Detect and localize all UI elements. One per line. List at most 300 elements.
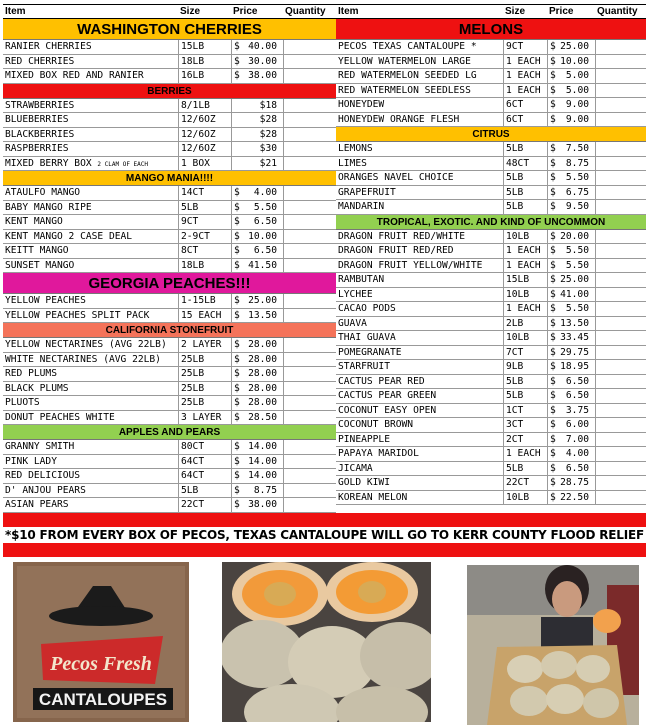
quantity-cell[interactable]	[283, 367, 336, 381]
item-text: MANDARIN	[338, 201, 385, 212]
quantity-cell[interactable]	[595, 142, 646, 156]
item-price	[231, 55, 283, 69]
quantity-cell[interactable]	[595, 244, 646, 258]
item-text: GRAPEFRUIT	[338, 186, 396, 198]
price-value: 10.00	[560, 55, 589, 67]
price-row	[3, 498, 336, 513]
currency-symbol: $	[550, 433, 556, 445]
item-price	[231, 440, 283, 454]
item-price	[231, 396, 283, 410]
item-text: LIMES	[338, 157, 367, 169]
item-price	[231, 294, 283, 308]
price-row	[3, 469, 336, 484]
quantity-cell[interactable]	[595, 186, 646, 200]
item-text: BLACK PLUMS	[5, 382, 69, 394]
price-value: 5.50	[565, 172, 589, 183]
price-value: 8.75	[565, 157, 589, 169]
price-value: 41.50	[248, 259, 277, 271]
item-text: KENT MANGO 2 CASE DEAL	[5, 230, 133, 242]
price-value: 41.00	[560, 288, 589, 300]
item-price	[547, 317, 595, 331]
item-name	[3, 69, 178, 83]
item-name	[336, 84, 503, 98]
price-row	[3, 186, 336, 201]
price-value: 30.00	[248, 55, 277, 67]
quantity-cell[interactable]	[283, 186, 336, 200]
item-name	[336, 273, 503, 287]
currency-symbol: $	[234, 216, 240, 227]
currency-symbol: $	[550, 419, 556, 430]
price-value: 9.50	[565, 201, 589, 212]
price-row	[336, 157, 646, 172]
item-price	[547, 273, 595, 287]
item-price	[231, 353, 283, 367]
item-price	[231, 157, 283, 171]
item-size: 16LB	[178, 69, 231, 83]
item-name	[3, 157, 178, 171]
item-text: RASPBERRIES	[5, 143, 69, 154]
item-name	[3, 309, 178, 323]
item-name	[3, 201, 178, 215]
item-size: 9CT	[503, 40, 547, 54]
quantity-cell[interactable]	[283, 294, 336, 308]
quantity-cell[interactable]	[595, 433, 646, 447]
item-price	[547, 302, 595, 316]
item-text: STRAWBERRIES	[5, 99, 75, 111]
item-name	[3, 440, 178, 454]
price-row	[3, 259, 336, 274]
currency-symbol: $	[234, 41, 240, 52]
item-text: LEMONS	[338, 143, 373, 154]
item-price	[547, 259, 595, 273]
item-price	[231, 99, 283, 113]
item-name	[336, 288, 503, 302]
header-price: Price	[233, 6, 258, 17]
item-text: MIXED BOX RED AND RANIER	[5, 70, 144, 81]
item-price	[547, 288, 595, 302]
price-row	[336, 113, 646, 128]
georgia-section-title: GEORGIA PEACHES!!!	[3, 273, 336, 294]
price-value: 9.00	[565, 113, 589, 125]
quantity-cell[interactable]	[595, 476, 646, 490]
red-bar	[3, 543, 646, 557]
item-text: COCONUT BROWN	[338, 419, 414, 430]
currency-symbol: $	[550, 113, 556, 125]
item-price	[547, 476, 595, 490]
price-value: 5.00	[565, 70, 589, 81]
price-row	[3, 309, 336, 324]
quantity-cell[interactable]	[283, 353, 336, 367]
item-size: 1-15LB	[178, 294, 231, 308]
item-size: 1 EACH	[503, 447, 547, 461]
quantity-cell[interactable]	[595, 98, 646, 112]
item-price	[547, 69, 595, 83]
quantity-cell[interactable]	[283, 469, 336, 483]
item-name	[3, 484, 178, 498]
header-size: Size	[180, 6, 201, 17]
quantity-cell[interactable]	[283, 113, 336, 127]
item-name	[3, 244, 178, 258]
quantity-cell[interactable]	[283, 215, 336, 229]
item-size: 10LB	[503, 288, 547, 302]
quantity-cell[interactable]	[595, 302, 646, 316]
flood-relief-notice: *$10 FROM EVERY BOX OF PECOS, TEXAS CANTALOUPE WILL GO TO KERR COUNTY FLOOD RELIEF	[3, 527, 646, 543]
currency-symbol: $	[550, 55, 556, 67]
quantity-cell[interactable]	[595, 171, 646, 185]
item-name	[3, 382, 178, 396]
item-text: RED WATERMELON SEEDLESS	[338, 84, 471, 96]
item-name	[336, 360, 503, 374]
price-value: 29.75	[560, 346, 589, 358]
red-bar	[3, 513, 646, 527]
price-value: 25.00	[560, 274, 589, 285]
item-text: JICAMA	[338, 462, 373, 474]
item-price	[231, 367, 283, 381]
item-size: 10LB	[503, 230, 547, 244]
price-value: 6.00	[565, 419, 589, 430]
item-text: PECOS TEXAS CANTALOUPE *	[338, 41, 477, 52]
currency-symbol: $	[234, 295, 240, 306]
currency-symbol: $	[234, 309, 240, 321]
item-price	[231, 382, 283, 396]
item-name	[336, 230, 503, 244]
quantity-cell[interactable]	[283, 230, 336, 244]
price-row	[3, 69, 336, 84]
price-row	[336, 375, 646, 390]
item-text: LYCHEE	[338, 288, 373, 300]
item-size: 5LB	[178, 484, 231, 498]
quantity-cell[interactable]	[595, 230, 646, 244]
quantity-cell[interactable]	[595, 491, 646, 505]
item-size: 5LB	[503, 200, 547, 214]
price-row	[3, 128, 336, 143]
price-row	[3, 396, 336, 411]
price-value: 6.50	[253, 245, 277, 256]
currency-symbol: $	[234, 499, 240, 510]
item-size: 2CT	[503, 433, 547, 447]
pecos-fresh-logo-image	[13, 562, 189, 722]
item-text: D' ANJOU PEARS	[5, 484, 86, 496]
quantity-cell[interactable]	[595, 200, 646, 214]
item-text: YELLOW NECTARINES (AVG 22LB)	[5, 339, 167, 350]
price-value: 28.00	[248, 397, 277, 408]
stonefruit-section-title: CALIFORNIA STONEFRUIT	[3, 323, 336, 338]
currency-symbol: $	[550, 375, 556, 387]
price-row	[336, 433, 646, 448]
quantity-cell[interactable]	[283, 40, 336, 54]
currency-symbol: $	[234, 259, 240, 271]
quantity-cell[interactable]	[595, 462, 646, 476]
item-price	[547, 244, 595, 258]
price-row	[3, 353, 336, 368]
item-size: 3CT	[503, 418, 547, 432]
item-name	[3, 55, 178, 69]
item-text: DONUT PEACHES WHITE	[5, 411, 115, 423]
price-row	[336, 360, 646, 375]
currency-symbol: $	[550, 99, 556, 110]
item-size: 1 EACH	[503, 69, 547, 83]
item-price	[231, 259, 283, 273]
quantity-cell[interactable]	[283, 157, 336, 171]
quantity-cell[interactable]	[283, 128, 336, 142]
price-value: 22.50	[560, 491, 589, 503]
price-row	[336, 171, 646, 186]
quantity-cell[interactable]	[283, 440, 336, 454]
item-price	[547, 389, 595, 403]
quantity-cell[interactable]	[595, 375, 646, 389]
item-name	[3, 215, 178, 229]
currency-symbol: $	[234, 441, 240, 452]
currency-symbol: $	[550, 390, 556, 401]
mango-section-title: MANGO MANIA!!!!	[3, 171, 336, 186]
apples-section-title: APPLES AND PEARS	[3, 425, 336, 440]
footer-banner	[3, 513, 646, 557]
item-name	[3, 142, 178, 156]
quantity-cell[interactable]	[595, 259, 646, 273]
item-price	[231, 69, 283, 83]
quantity-cell[interactable]	[595, 447, 646, 461]
quantity-cell[interactable]	[595, 40, 646, 54]
item-text: GUAVA	[338, 317, 367, 329]
item-size: 5LB	[503, 462, 547, 476]
quantity-cell[interactable]	[283, 382, 336, 396]
currency-symbol: $	[550, 201, 556, 212]
quantity-cell[interactable]	[595, 84, 646, 98]
item-price	[547, 418, 595, 432]
item-text: HONEYDEW ORANGE FLESH	[338, 113, 460, 125]
item-size: 25LB	[178, 396, 231, 410]
item-text: RED DELICIOUS	[5, 470, 81, 481]
quantity-cell[interactable]	[283, 498, 336, 512]
item-text: RED PLUMS	[5, 368, 57, 379]
price-value: 28.75	[560, 477, 589, 488]
item-price	[231, 469, 283, 483]
item-size: 22CT	[503, 476, 547, 490]
item-text: BABY MANGO RIPE	[5, 201, 92, 213]
quantity-cell[interactable]	[283, 309, 336, 323]
price-row	[3, 201, 336, 216]
quantity-cell[interactable]	[283, 455, 336, 469]
item-text: PINK LADY	[5, 455, 57, 467]
item-text: ATAULFO MANGO	[5, 187, 81, 198]
item-text: PINEAPPLE	[338, 433, 390, 445]
quantity-cell[interactable]	[283, 338, 336, 352]
price-value: 10.00	[248, 230, 277, 242]
quantity-cell[interactable]	[283, 411, 336, 425]
price-value: 6.50	[565, 462, 589, 474]
currency-symbol: $	[234, 368, 240, 379]
price-value: 6.75	[565, 186, 589, 198]
item-price	[231, 484, 283, 498]
price-row	[3, 367, 336, 382]
quantity-cell[interactable]	[283, 55, 336, 69]
right-header-row	[336, 4, 646, 19]
quantity-cell[interactable]	[595, 346, 646, 360]
item-name	[3, 338, 178, 352]
item-price	[547, 84, 595, 98]
price-row	[336, 40, 646, 55]
item-price	[547, 462, 595, 476]
item-size: 12/6OZ	[178, 142, 231, 156]
currency-symbol: $	[234, 397, 240, 408]
price-row	[336, 418, 646, 433]
price-row	[336, 200, 646, 215]
item-price	[547, 433, 595, 447]
price-row	[336, 288, 646, 303]
currency-symbol: $	[550, 332, 556, 343]
price-value: 5.50	[565, 245, 589, 256]
left-column	[3, 4, 336, 513]
price-row	[336, 447, 646, 462]
item-price	[231, 186, 283, 200]
price-row	[336, 462, 646, 477]
item-price	[231, 309, 283, 323]
item-price	[547, 491, 595, 505]
item-size: 10LB	[503, 331, 547, 345]
price-row	[336, 273, 646, 288]
item-price	[231, 201, 283, 215]
item-price	[547, 157, 595, 171]
currency-symbol: $	[234, 339, 240, 350]
quantity-cell[interactable]	[595, 69, 646, 83]
header-size: Size	[505, 6, 526, 17]
item-size: 5LB	[178, 201, 231, 215]
item-price	[231, 244, 283, 258]
item-size: 1 EACH	[503, 55, 547, 69]
item-price	[547, 331, 595, 345]
currency-symbol: $	[550, 477, 556, 488]
price-row	[336, 55, 646, 70]
quantity-cell[interactable]	[283, 396, 336, 410]
item-text: KENT MANGO	[5, 216, 63, 227]
item-price	[231, 230, 283, 244]
item-size: 5LB	[503, 171, 547, 185]
price-row	[3, 411, 336, 426]
item-name	[3, 99, 178, 113]
quantity-cell[interactable]	[595, 317, 646, 331]
price-value: 6.50	[565, 390, 589, 401]
item-size: 1 BOX	[178, 157, 231, 171]
quantity-cell[interactable]	[595, 389, 646, 403]
currency-symbol: $	[550, 274, 556, 285]
currency-symbol: $	[550, 172, 556, 183]
quantity-cell[interactable]	[595, 288, 646, 302]
item-size: 12/6OZ	[178, 128, 231, 142]
item-price	[547, 200, 595, 214]
quantity-cell[interactable]	[595, 331, 646, 345]
item-name	[3, 353, 178, 367]
item-name	[336, 404, 503, 418]
currency-symbol: $	[550, 230, 556, 242]
quantity-cell[interactable]	[595, 55, 646, 69]
item-price	[547, 40, 595, 54]
item-price	[547, 55, 595, 69]
item-size: 5LB	[503, 186, 547, 200]
item-name	[336, 157, 503, 171]
item-text: BLACKBERRIES	[5, 128, 75, 140]
currency-symbol: $	[550, 448, 556, 459]
quantity-cell[interactable]	[283, 69, 336, 83]
item-name	[336, 113, 503, 127]
currency-symbol: $	[550, 84, 556, 96]
item-name	[336, 491, 503, 505]
quantity-cell[interactable]	[595, 418, 646, 432]
quantity-cell[interactable]	[283, 99, 336, 113]
item-size: 10LB	[503, 491, 547, 505]
item-text: PAPAYA MARIDOL	[338, 448, 419, 459]
price-row	[3, 294, 336, 309]
item-name	[336, 346, 503, 360]
currency-symbol: $	[550, 404, 556, 416]
price-row	[336, 69, 646, 84]
price-row	[336, 244, 646, 259]
item-name	[3, 259, 178, 273]
currency-symbol: $	[234, 55, 240, 67]
item-size: 22CT	[178, 498, 231, 512]
price-row	[336, 404, 646, 419]
item-name	[336, 302, 503, 316]
item-name	[336, 447, 503, 461]
price-value: $21	[259, 157, 277, 169]
quantity-cell[interactable]	[595, 404, 646, 418]
price-row	[336, 491, 646, 506]
quantity-cell[interactable]	[283, 484, 336, 498]
price-value: 14.00	[248, 470, 277, 481]
price-value: 28.00	[248, 368, 277, 379]
item-note: 2 CLAM OF EACH	[97, 160, 148, 168]
quantity-cell[interactable]	[595, 360, 646, 374]
currency-symbol: $	[550, 361, 556, 372]
item-size: 6CT	[503, 113, 547, 127]
price-value: 25.00	[248, 295, 277, 306]
price-row	[336, 259, 646, 274]
item-price	[547, 346, 595, 360]
item-text: YELLOW PEACHES	[5, 295, 86, 306]
item-size: 15LB	[178, 40, 231, 54]
quantity-cell[interactable]	[283, 201, 336, 215]
currency-symbol: $	[550, 41, 556, 52]
item-name	[336, 433, 503, 447]
quantity-cell[interactable]	[283, 244, 336, 258]
header-item: Item	[5, 6, 26, 17]
currency-symbol: $	[550, 245, 556, 256]
quantity-cell[interactable]	[283, 142, 336, 156]
price-value: 33.45	[560, 332, 589, 343]
item-price	[231, 498, 283, 512]
item-price	[231, 455, 283, 469]
price-row	[3, 113, 336, 128]
item-name	[336, 55, 503, 69]
item-name	[336, 186, 503, 200]
right-column	[336, 4, 646, 513]
quantity-cell[interactable]	[595, 113, 646, 127]
item-price	[547, 186, 595, 200]
price-value: 13.50	[248, 309, 277, 321]
item-text: WHITE NECTARINES (AVG 22LB)	[5, 353, 161, 365]
item-text: RED WATERMELON SEEDED LG	[338, 70, 477, 81]
currency-symbol: $	[550, 462, 556, 474]
item-name	[336, 200, 503, 214]
quantity-cell[interactable]	[595, 273, 646, 287]
item-name	[3, 128, 178, 142]
item-size: 9CT	[178, 215, 231, 229]
item-name	[3, 230, 178, 244]
quantity-cell[interactable]	[283, 259, 336, 273]
price-value: 14.00	[248, 441, 277, 452]
quantity-cell[interactable]	[595, 157, 646, 171]
item-size: 64CT	[178, 455, 231, 469]
item-size: 8CT	[178, 244, 231, 258]
